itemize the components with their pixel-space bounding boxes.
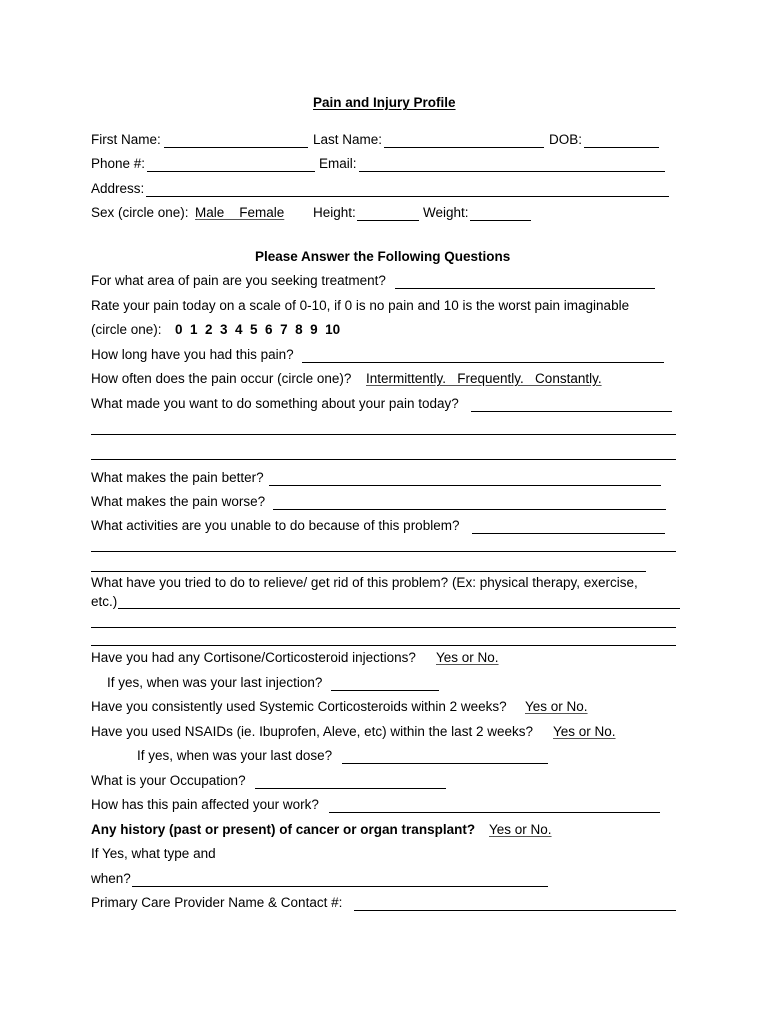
q-what-made-line-2[interactable] xyxy=(91,434,676,435)
form-title: Pain and Injury Profile xyxy=(313,95,456,110)
q-work-label: How has this pain affected your work? xyxy=(91,797,319,812)
q-cortisone-label: Have you had any Cortisone/Corticosteroid injections? xyxy=(91,650,416,665)
q-what-made-label: What made you want to do something about your pain today? xyxy=(91,396,459,411)
q-rate-circle-label: (circle one): xyxy=(91,322,162,337)
sex-label: Sex (circle one): xyxy=(91,205,189,220)
q-when-field[interactable] xyxy=(132,886,548,887)
q-how-long-field[interactable] xyxy=(302,362,664,363)
q-occupation-field[interactable] xyxy=(255,788,446,789)
q-nsaids-options[interactable]: Yes or No. xyxy=(553,724,616,739)
email-field[interactable] xyxy=(359,171,665,172)
first-name-field[interactable] xyxy=(164,147,308,148)
q-worse-field[interactable] xyxy=(273,509,666,510)
q-area-field[interactable] xyxy=(395,288,655,289)
q-tried-line-3[interactable] xyxy=(91,645,676,646)
q-type-label: If Yes, what type and xyxy=(91,846,216,861)
q-how-long-label: How long have you had this pain? xyxy=(91,347,294,362)
sex-options[interactable]: Male Female xyxy=(195,205,285,220)
q-cancer-label: Any history (past or present) of cancer or organ transplant? xyxy=(91,822,476,837)
q-what-made-field[interactable] xyxy=(471,411,672,412)
q-better-label: What makes the pain better? xyxy=(91,470,264,485)
section-heading: Please Answer the Following Questions xyxy=(255,249,511,264)
q-tried-label-2: etc.) xyxy=(91,594,118,609)
weight-label: Weight: xyxy=(423,205,469,220)
height-field[interactable] xyxy=(357,220,419,221)
q-tried-field[interactable] xyxy=(118,608,680,609)
q-activities-line-3[interactable] xyxy=(91,571,646,572)
dob-label: DOB: xyxy=(549,132,583,147)
q-activities-field[interactable] xyxy=(472,533,665,534)
q-nsaids-when-label: If yes, when was your last dose? xyxy=(137,748,333,763)
q-better-field[interactable] xyxy=(269,485,661,486)
q-tried-label: What have you tried to do to relieve/ get rid of this problem? (Ex: physical therapy, exercise, xyxy=(91,575,638,590)
dob-field[interactable] xyxy=(584,147,659,148)
q-what-made-line-3[interactable] xyxy=(91,459,676,460)
height-label: Height: xyxy=(313,205,356,220)
q-cortisone-when-label: If yes, when was your last injection? xyxy=(107,675,323,690)
phone-field[interactable] xyxy=(147,171,315,172)
q-pcp-label: Primary Care Provider Name & Contact #: xyxy=(91,895,343,910)
q-activities-line-2[interactable] xyxy=(91,551,676,552)
q-cancer-options[interactable]: Yes or No. xyxy=(489,822,552,837)
last-name-field[interactable] xyxy=(384,147,544,148)
email-label: Email: xyxy=(319,156,357,171)
q-tried-line-2[interactable] xyxy=(91,627,676,628)
q-systemic-label: Have you consistently used Systemic Corticosteroids within 2 weeks? xyxy=(91,699,507,714)
q-how-often-label: How often does the pain occur (circle one)? xyxy=(91,371,352,386)
q-area-label: For what area of pain are you seeking treatment? xyxy=(91,273,386,288)
last-name-label: Last Name: xyxy=(313,132,383,147)
pain-scale[interactable]: 0 1 2 3 4 5 6 7 8 9 10 xyxy=(175,322,341,337)
address-field[interactable] xyxy=(146,196,669,197)
q-when-label: when? xyxy=(91,871,131,886)
q-how-often-options[interactable]: Intermittently. Frequently. Constantly. xyxy=(366,371,602,386)
address-label: Address: xyxy=(91,181,145,196)
q-nsaids-label: Have you used NSAIDs (ie. Ibuprofen, Aleve, etc) within the last 2 weeks? xyxy=(91,724,533,739)
q-activities-label: What activities are you unable to do because of this problem? xyxy=(91,518,460,533)
q-nsaids-when-field[interactable] xyxy=(342,763,548,764)
phone-label: Phone #: xyxy=(91,156,146,171)
q-cortisone-options[interactable]: Yes or No. xyxy=(436,650,499,665)
weight-field[interactable] xyxy=(470,220,531,221)
q-work-field[interactable] xyxy=(329,812,660,813)
q-worse-label: What makes the pain worse? xyxy=(91,494,266,509)
first-name-label: First Name: xyxy=(91,132,161,147)
q-pcp-field[interactable] xyxy=(354,910,676,911)
q-occupation-label: What is your Occupation? xyxy=(91,773,246,788)
q-cortisone-when-field[interactable] xyxy=(331,690,439,691)
q-rate-label: Rate your pain today on a scale of 0-10, if 0 is no pain and 10 is the worst pain imaginable xyxy=(91,298,630,313)
q-systemic-options[interactable]: Yes or No. xyxy=(525,699,588,714)
